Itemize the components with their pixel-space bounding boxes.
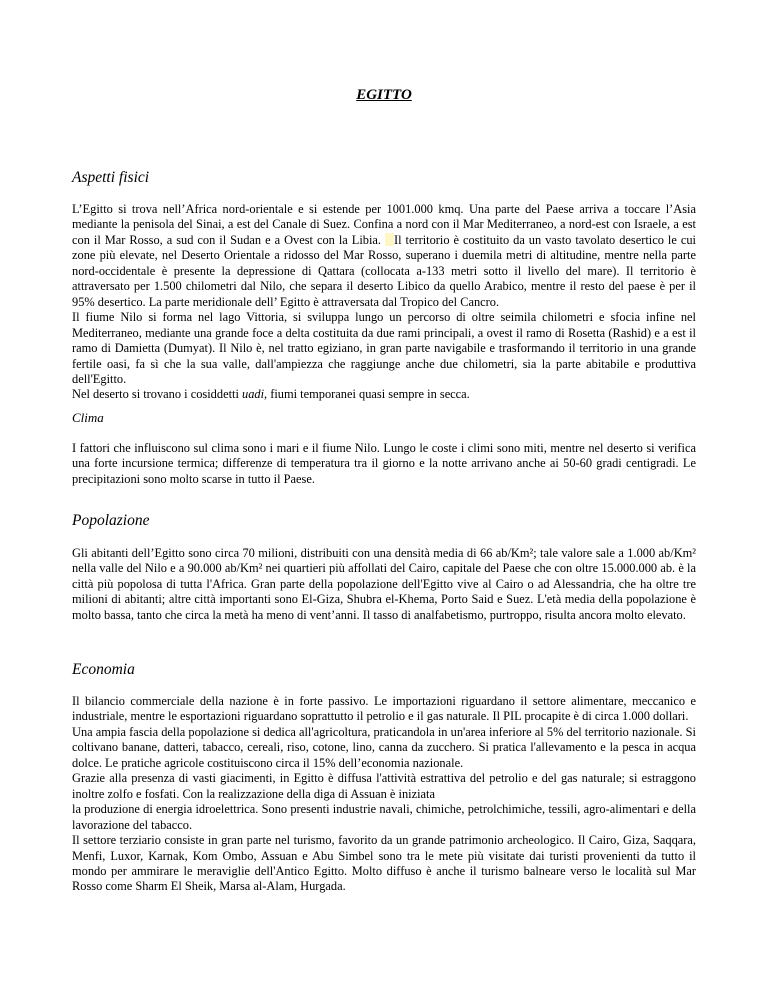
- section-body-climate: [72, 441, 696, 487]
- paragraph: Il bilancio commerciale della nazione è in forte passivo. Le importazioni riguardano il settore alimentare, meccanico e industriale, mentre le esportazioni riguardano soprattutto il petrolio e il gas naturale. Il PIL procapite è di circa 1.000 dollari.: [72, 694, 696, 724]
- section-body-population: [72, 546, 696, 623]
- section-body-physical: [72, 202, 696, 403]
- paragraph: [72, 202, 696, 310]
- section-heading-physical: Aspetti fisici: [72, 169, 150, 186]
- italic-term: uadi: [242, 387, 265, 402]
- paragraph: Grazie alla presenza di vasti giacimenti, in Egitto è diffusa l'attività estrattiva del petrolio e del gas naturale; si estraggono inoltre zolfo e fosfati. Con la realizzazione della diga di Assuan è iniziata: [72, 771, 696, 801]
- paragraph: Il settore terziario consiste in gran parte nel turismo, favorito da un grande patrimonio archeologico. Il Cairo, Giza, Saqqara, Menfi, Luxor, Karnak, Kom Ombo, Assuan e Abu Simbel sono tra le mete più visitate dai turisti provenienti da tutto il mondo per ammirare le meraviglie dell'Antico Egitto. Molto diffuso è anche il turismo balneare verso le località sul Mar Rosso come Sharm El Sheik, Marsa al-Alam, Hurgada.: [72, 833, 696, 894]
- paragraph: Gli abitanti dell’Egitto sono circa 70 milioni, distribuiti con una densità media di 66 ab/Km²; tale valore sale a 1.000 ab/Km² nella valle del Nilo e a 90.000 ab/Km² nei quartieri più affollati del Cairo, capitale del Paese che con oltre 15.000.000 ab. è la città più popolosa di tutta l'Africa. Gran parte della popolazione dell'Egitto vive al Cairo o ad Alessandria, che ha oltre tre milioni di abitanti; altre città importanti sono El-Giza, Shubra el-Khema, Porto Said e Suez. L'età media della popolazione è molto bassa, tanto che circa la metà ha meno di vent’anni. Il tasso di analfabetismo, purtroppo, risulta ancora molto elevato.: [72, 546, 696, 622]
- paragraph: Il fiume Nilo si forma nel lago Vittoria, si sviluppa lungo un percorso di oltre seimila chilometri e sfocia infine nel Mediterraneo, mediante una grande foce a delta costituita da due rami principali, a ovest il ramo di Rosetta (Rashid) e a est il ramo di Damietta (Dumyat). Il Nilo è, nel tratto egiziano, in gran parte navigabile e trasformando il territorio in una grande fertile oasi, fa sì che la sua valle, dall'ampiezza che raggiunge anche due chilometri, sia la parte abitabile e produttiva dell'Egitto.: [72, 310, 696, 386]
- page-title: EGITTO: [356, 87, 412, 103]
- paragraph-text: Nel deserto si trovano i cosiddetti: [72, 387, 242, 402]
- section-heading-economy: Economia: [72, 661, 135, 678]
- paragraph: I fattori che influiscono sul clima sono i mari e il fiume Nilo. Lungo le coste i climi sono miti, mentre nel deserto si verifica una forte incursione termica; differenze di temperatura tra il giorno e la notte arrivano anche ai 50-60 gradi centigradi. Le precipitazioni sono molto scarse in tutto il Paese.: [72, 441, 696, 486]
- paragraph-text: , fiumi temporanei quasi sempre in secca.: [264, 387, 470, 402]
- paragraph-text: L’Egitto si trova nell’Africa nord-orientale e si estende per 1001.000 kmq. Una parte del Paese arriva a toccare l’Asia mediante la penisola del Sinai, a est del Canale di Suez. Confina a nord con il Mar Mediterraneo, a nord-est con Israele, a est con il Mar Rosso, a sud con il Sudan e a Ovest con la Libia.: [72, 202, 696, 247]
- highlight-mark: [385, 233, 394, 246]
- paragraph: [72, 387, 696, 402]
- paragraph: la produzione di energia idroelettrica. Sono presenti industrie navali, chimiche, petrolchimiche, tessili, agro-alimentari e della lavorazione del tabacco.: [72, 802, 696, 832]
- section-heading-population: Popolazione: [72, 512, 150, 529]
- section-heading-climate: Clima: [72, 410, 104, 425]
- paragraph: Una ampia fascia della popolazione si dedica all'agricoltura, praticandola in un'area inferiore al 5% del territorio nazionale. Si coltivano banane, datteri, tabacco, cereali, riso, cotone, lino, canna da zucchero. Si pratica l'allevamento e la pesca in acqua dolce. Le pratiche agricole costituiscono circa il 15% dell’economia nazionale.: [72, 724, 696, 770]
- paragraph-text: Il territorio è costituito da un vasto tavolato desertico le cui zone più elevate, nel Deserto Orientale a ridosso del Mar Rosso, superano i duemila metri di altitudine, mentre nella parte nord-occidentale è presente la depressione di Qattara (collocata a-133 metri sotto il livello del mare). Il territorio è attraversato per 1.500 chilometri dal Nilo, che separa il deserto Libico da quello Arabico, mentre il resto del paese è per il 95% desertico. La parte meridionale dell’ Egitto è attraversata dal Tropico del Cancro.: [72, 232, 696, 309]
- section-body-economy: [72, 694, 696, 895]
